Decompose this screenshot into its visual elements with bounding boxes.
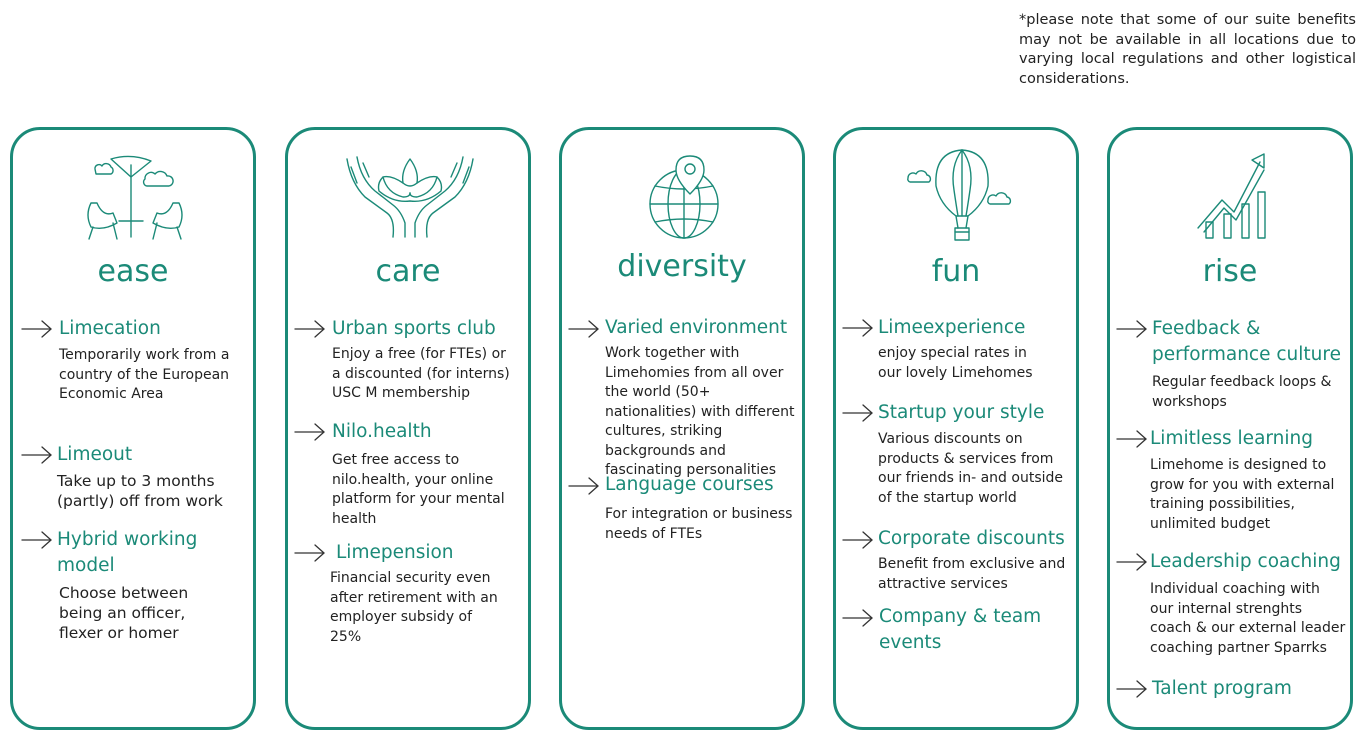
benefit-heading: Limeout: [57, 444, 133, 465]
benefit-heading: Hybrid working model: [57, 529, 198, 576]
benefit-card-ease: [10, 127, 256, 730]
arrow-right-icon: [842, 530, 874, 554]
lounge-chairs-umbrella-icon: [83, 155, 187, 245]
benefit-description: Take up to 3 months (partly) off from work: [57, 472, 223, 510]
benefit-heading: Feedback & performance culture: [1152, 318, 1341, 365]
arrow-right-icon: [1116, 552, 1148, 576]
benefit-description: For integration or business needs of FTEs: [605, 506, 793, 542]
arrow-right-icon: [568, 476, 600, 500]
benefit-description: Various discounts on products & services from our friends in- and outside of the startup world: [878, 431, 1064, 506]
benefit-heading: Talent program: [1152, 678, 1292, 699]
benefit-heading: Nilo.health: [332, 421, 432, 442]
hot-air-balloon-icon: [906, 146, 1012, 250]
benefit-heading: Company & team events: [879, 606, 1042, 653]
benefit-heading: Language courses: [605, 474, 774, 495]
benefit-description: Get free access to nilo.health, your online platform for your mental health: [332, 452, 505, 527]
benefit-description: Individual coaching with our internal strenghts coach & our external leader coaching partner Sparrks: [1150, 581, 1346, 656]
arrow-right-icon: [294, 543, 326, 567]
arrow-right-icon: [842, 318, 874, 342]
card-title: diversity: [617, 249, 747, 284]
benefit-heading: Limeexperience: [878, 317, 1026, 338]
benefit-description: Temporarily work from a country of the European Economic Area: [59, 347, 230, 402]
benefit-heading: Startup your style: [878, 402, 1045, 423]
arrow-right-icon: [21, 445, 53, 469]
arrow-right-icon: [1116, 679, 1148, 703]
globe-pin-icon: [646, 154, 722, 244]
benefit-card-care: [285, 127, 531, 730]
card-title: ease: [97, 254, 169, 289]
hands-lotus-icon: [343, 153, 477, 243]
card-title: care: [375, 254, 441, 289]
card-title: rise: [1202, 254, 1258, 289]
benefit-heading: Limepension: [336, 542, 454, 563]
benefit-card-diversity: [559, 127, 805, 730]
benefit-heading: Varied environment: [605, 317, 788, 338]
benefit-heading: Limitless learning: [1150, 428, 1314, 449]
arrow-right-icon: [294, 422, 326, 446]
arrow-right-icon: [842, 608, 874, 632]
benefit-description: enjoy special rates in our lovely Limehomes: [878, 345, 1033, 381]
benefit-description: Limehome is designed to grow for you with external training possibilities, unlimited budget: [1150, 457, 1335, 532]
benefit-description: Benefit from exclusive and attractive services: [878, 556, 1066, 592]
benefit-description: Work together with Limehomies from all over the world (50+ nationalities) with different cultures, striking backgrounds and fascinating personalities: [605, 345, 795, 478]
arrow-right-icon: [294, 319, 326, 343]
arrow-right-icon: [21, 530, 53, 554]
card-title: fun: [931, 254, 981, 289]
benefit-heading: Leadership coaching: [1150, 551, 1341, 572]
benefit-description: Financial security even after retirement with an employer subsidy of 25%: [330, 570, 498, 645]
benefit-heading: Limecation: [59, 318, 161, 339]
growth-chart-icon: [1194, 152, 1270, 246]
benefit-description: Regular feedback loops & workshops: [1152, 374, 1332, 410]
benefit-heading: Corporate discounts: [878, 528, 1065, 549]
arrow-right-icon: [21, 319, 53, 343]
arrow-right-icon: [842, 403, 874, 427]
benefit-description: Choose between being an officer, flexer or homer: [59, 584, 189, 642]
benefit-card-fun: [833, 127, 1079, 730]
benefit-card-rise: [1107, 127, 1353, 730]
benefit-description: Enjoy a free (for FTEs) or a discounted (for interns) USC M membership: [332, 346, 510, 401]
availability-note: *please note that some of our suite benefits may not be available in all locations due to varying local regulations and other logistical considerations.: [1019, 12, 1356, 87]
benefit-heading: Urban sports club: [332, 318, 496, 339]
arrow-right-icon: [1116, 429, 1148, 453]
arrow-right-icon: [1116, 319, 1148, 343]
arrow-right-icon: [568, 319, 600, 343]
